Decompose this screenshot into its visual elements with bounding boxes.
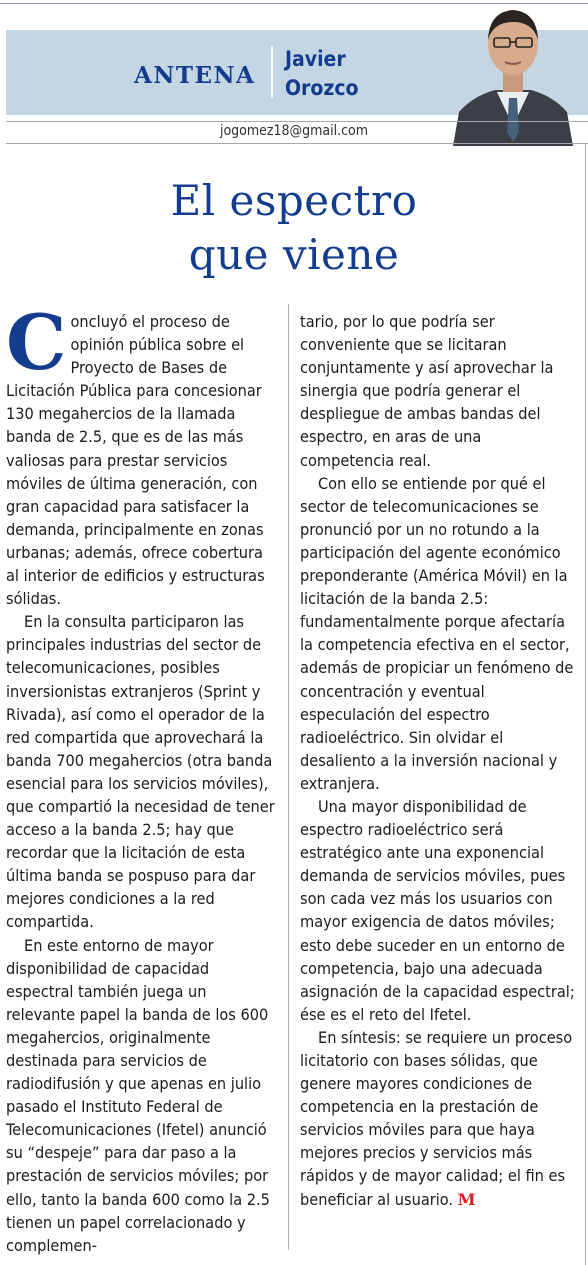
author-last-name: Orozco (285, 76, 359, 100)
headline-line-1: El espectro (170, 176, 418, 225)
end-mark: M (457, 1189, 476, 1209)
email-rule-bottom (6, 143, 588, 144)
paragraph-text: En síntesis: se requiere un proceso licitatorio con bases sólidas, que genere mayores condiciones de competencia en la prestación de servicios móviles para que haya mejores precios y servicios más rápidos y de mayor calidad; el fin es beneficiar al usuario. (300, 1027, 573, 1209)
column-kicker: ANTENA (134, 62, 256, 89)
author-email: jogomez18@gmail.com (219, 123, 369, 139)
headline-line-2: que viene (188, 230, 400, 279)
article-paragraph: Con ello se entiende por qué el sector de telecomunicaciones se pronunció por un no rotundo a la participación del agente económico preponderante (América Móvil) en la licitación de la banda 2.5: fundamentalmente porque afectaría la competencia efectiva en el sector, además de propiciar un fenómeno de concentración y eventual especulación del espectro radioeléctrico. Sin olvidar el desaliento a la inversión nacional y extranjera. (300, 473, 574, 793)
right-border-rule (585, 144, 586, 1265)
article-column-right (300, 310, 578, 1211)
author-first-name: Javier (285, 47, 346, 71)
article-paragraph (300, 1026, 578, 1211)
article-paragraph: Una mayor disponibilidad de espectro radioeléctrico será estratégico ante una exponencial demanda de servicios móviles, pues son cada vez más los usuarios con mayor exigencia de datos móviles; esto debe suceder en un entorno de competencia, bajo una adecuada asignación de la capacidad espectral; ése es el reto del Ifetel. (300, 796, 575, 1024)
article-paragraph: En este entorno de mayor disponibilidad de capacidad espectral también juega un relevante papel la banda de los 600 megahercios, originalmente destinada para servicios de radiodifusión y que apenas en julio pasado el Instituto Federal de Telecomunicaciones (Ifetel) anunció su “despeje” para dar paso a la prestación de servicios móviles; por ello, tanto la banda 600 como la 2.5 tienen un papel correlacionado y complemen- (6, 935, 270, 1255)
header-divider (271, 46, 273, 98)
paragraph-text: oncluyó el proceso de opinión pública sobre el Proyecto de Bases de Licitación Pública para concesionar 130 megahercios de la llamada banda de 2.5, que es de las más valiosas para prestar servicios móviles de última generación, con gran capacidad para satisfacer la demanda, principalmente en zonas urbanas; además, ofrece cobertura al interior de edificios y estructuras sólidas. (6, 312, 265, 609)
article-paragraph (6, 298, 276, 610)
column-divider (288, 304, 289, 1250)
drop-cap: C (6, 298, 67, 387)
email-rule-top (6, 121, 588, 122)
article-column-left (6, 298, 276, 1257)
article-paragraph: tario, por lo que podría ser conveniente que se licitaran conjuntamente y así aprovechar la sinergia que podría generar el despliegue de ambas bandas del espectro, en aras de una competencia real. (300, 312, 554, 470)
article-paragraph: En la consulta participaron las principales industrias del sector de telecomunicaciones, posibles inversionistas extranjeros (Sprint y Rivada), así como el operador de la red compartida que aprovechará la banda 700 megahercios (otra banda esencial para los servicios móviles), que compartió la necesidad de tener acceso a la banda 2.5; hay que recordar que la licitación de esta última banda se pospuso para dar mejores condiciones a la red compartida. (6, 612, 275, 932)
